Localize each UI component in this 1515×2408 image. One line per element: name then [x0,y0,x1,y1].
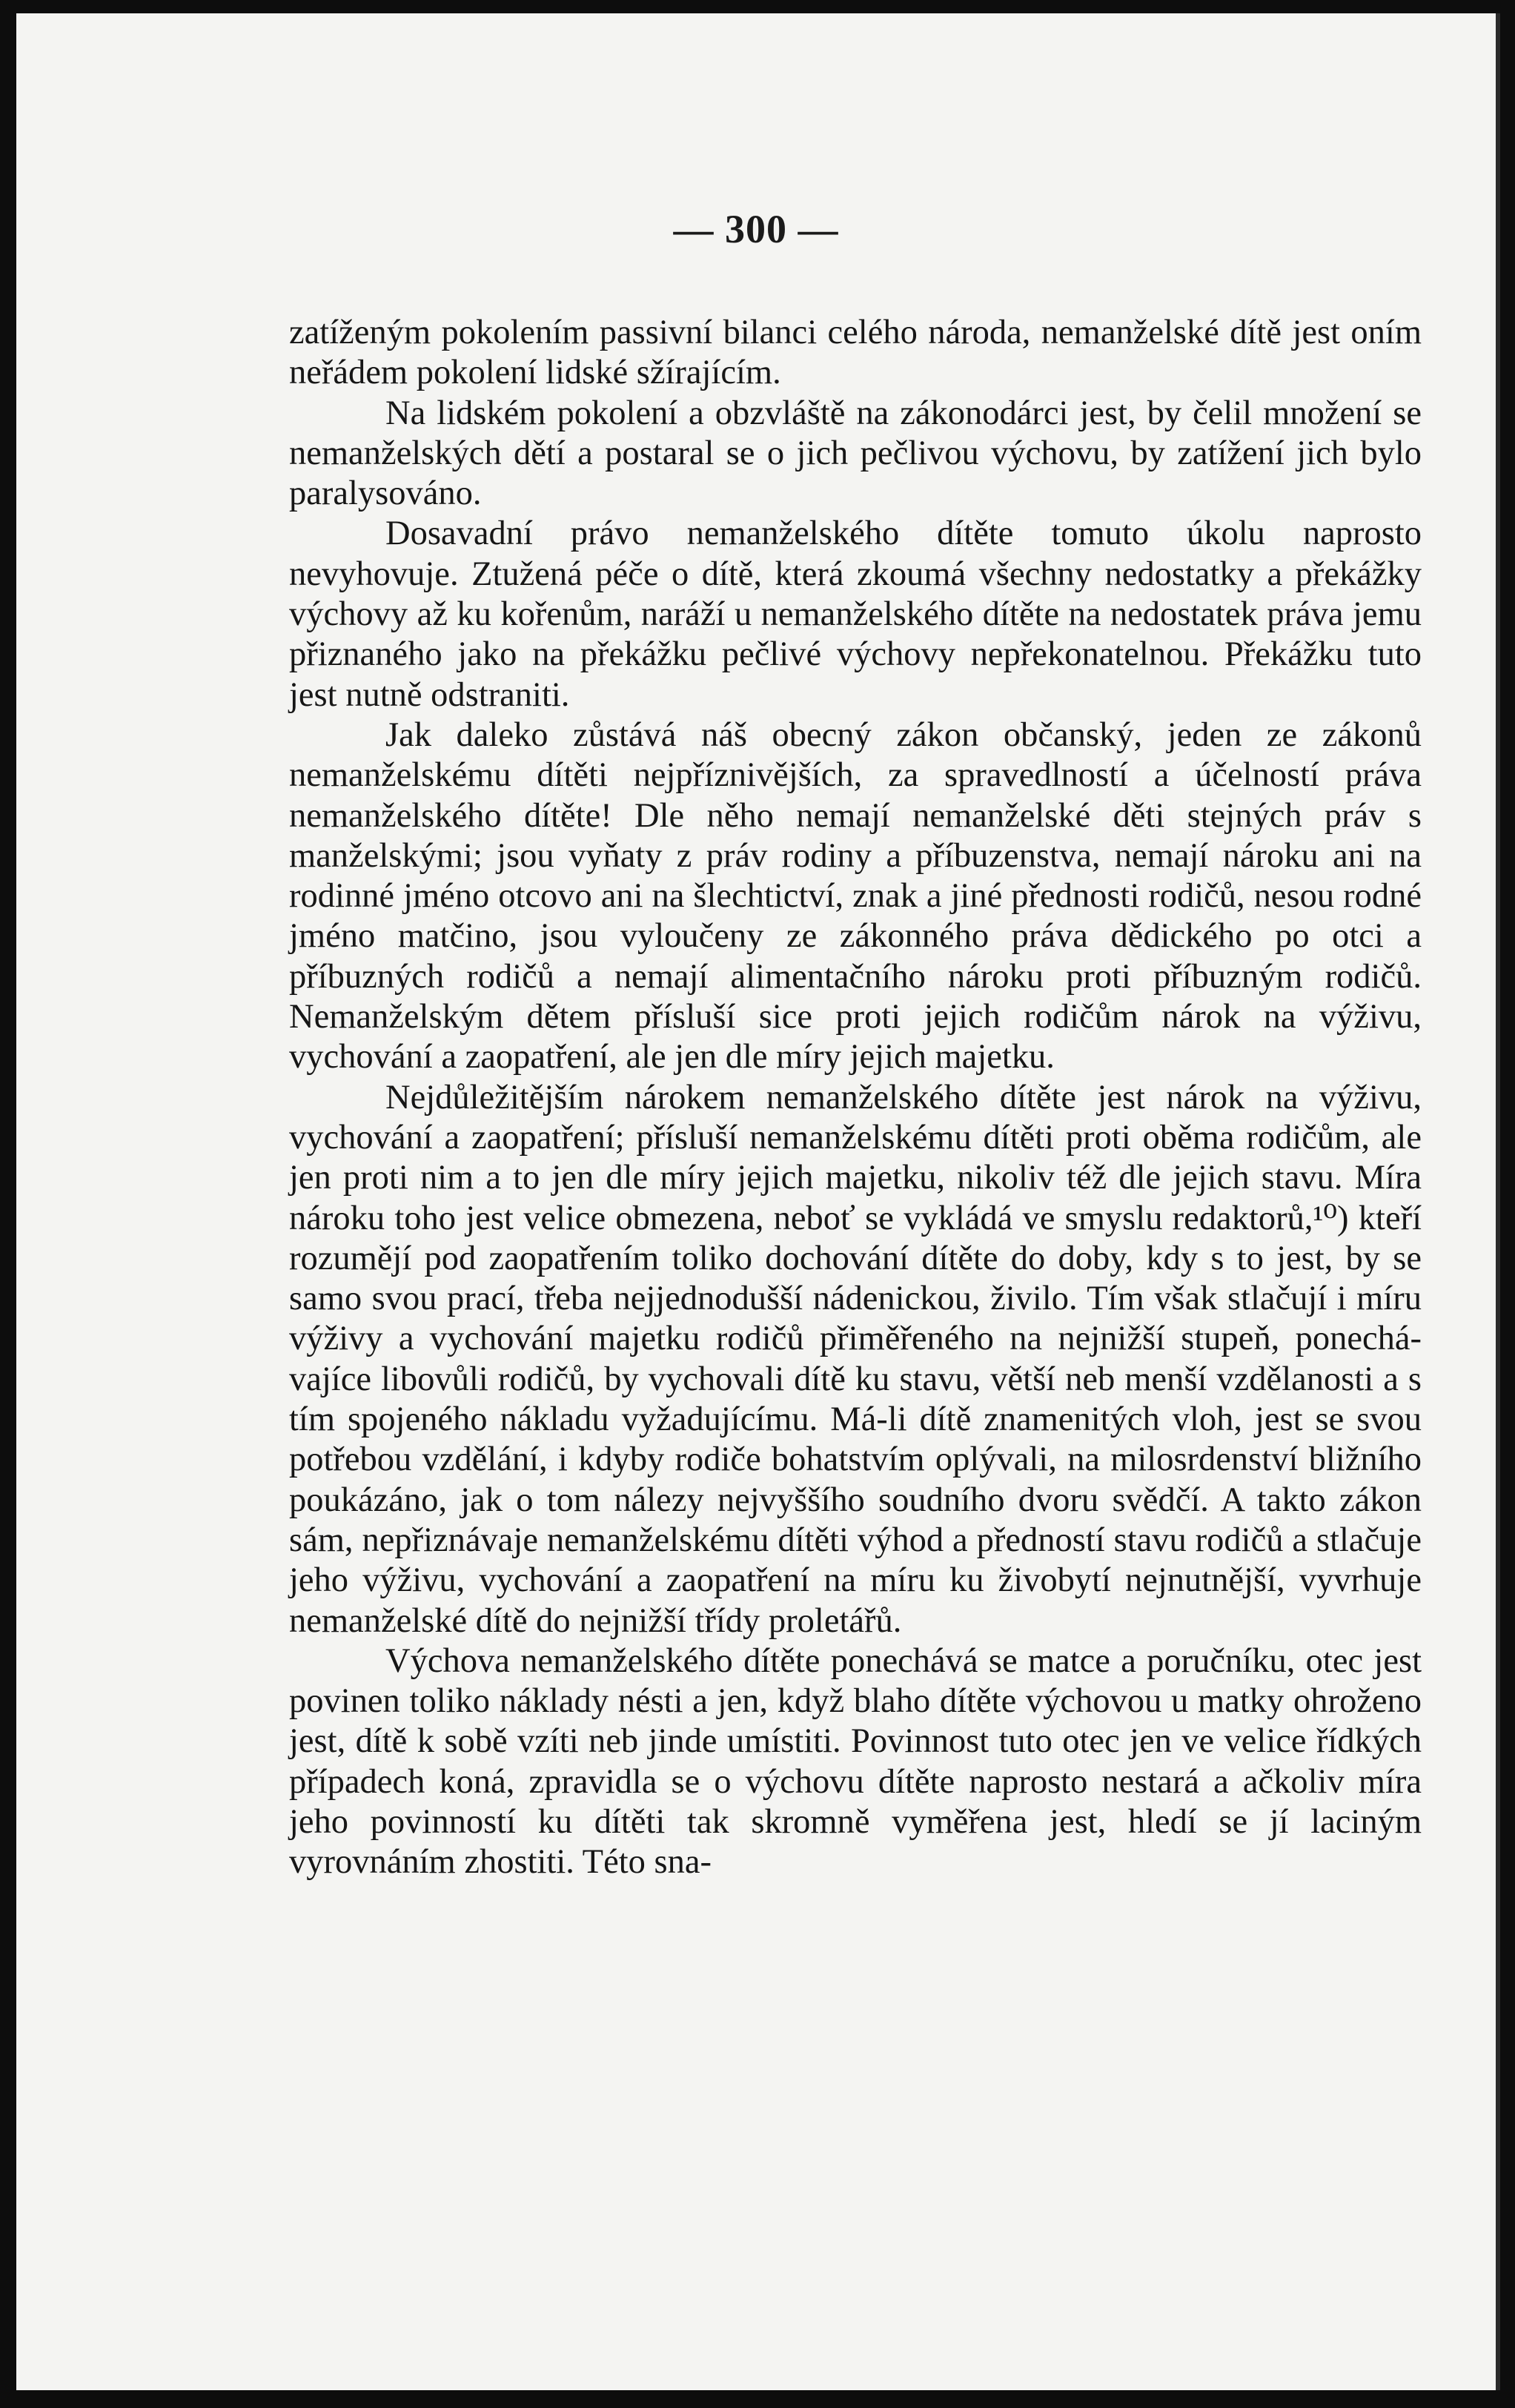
paragraph-4: Jak daleko zůstává náš obecný zákon občanský, jeden ze zákonů nemanželskému dítěti nejpříznivějších, za spravedlností a účelností práva nemanželského dítěte! Dle něho nemají nemanželské děti stejných práv s manželskými; jsou vyňaty z práv rodiny a příbuzenstva, nemají nároku ani na rodinné jméno otcovo ani na šlechtictví, znak a jiné přednosti rodičů, nesou rodné jméno matčino, jsou vyloučeny ze zákonného práva dědického po otci a příbuzných rodičů a nemají alimentačního nároku proti příbuzným rodičů. Nemanželským dětem přísluší sice proti jejich rodičům nárok na výživu, vychování a zaopatření, ale jen dle míry jejich majetku. [289,715,1422,1076]
paragraph-3: Dosavadní právo nemanželského dítěte tomuto úkolu naprosto nevyhovuje. Ztužená péče o dítě, která zkoumá všechny nedostatky a překážky výchovy až ku kořenům, naráží u nemanželského dítěte na nedostatek práva jemu přiznaného jako na překážku pečlivé výchovy nepřekonatelnou. Překážku tuto jest nutně odstraniti. [289,515,1422,714]
page-number: — 300 — [673,207,839,251]
book-page [16,13,1500,2390]
paragraph-2: Na lidském pokolení a obzvláště na zákonodárci jest, by čelil množení se nemanželských dětí a postaral se o jich pečlivou výchovu, by zatížení jich bylo paralysováno. [289,394,1422,513]
paragraph-5: Nejdůležitějším nárokem nemanželského dítěte jest nárok na výživu, vychování a zaopatření; přísluší nemanželskému dítěti proti oběma rodičům, ale jen proti nim a to jen dle míry jejich majetku, nikoliv též dle jejich stavu. Míra nároku toho jest velice obmezena, neboť se vykládá ve smyslu redaktorů,¹⁰) kteří rozumějí pod zaopatřením toliko dochování dítěte do doby, kdy s to jest, by se samo svou prací, třeba nejjednodušší nádenickou, živilo. Tím však stlačují i míru výživy a vychování majetku rodičů přiměřeného na nejnižší stupeň, ponechávajíce libovůli rodičů, by vychovali dítě ku stavu, větší neb menší vzdělanosti a s tím spojeného nákladu vyžadujícímu. Má-li dítě znamenitých vloh, jest se svou potřebou vzdělání, i kdyby rodiče bohatstvím oplývali, na milosrdenství bližního poukázáno, jak o tom nálezy nejvyššího soudního dvoru svědčí. A takto zákon sám, nepřiznávaje nemanželskému dítěti výhod a předností stavu rodičů a stlačuje jeho výživu, vychování a zaopatření na míru ku živobytí nejnutnější, vyvrhuje nemanželské dítě do nejnižší třídy proletářů. [289,1078,1422,1640]
body-text [289,313,1422,1883]
paragraph-1: zatíženým pokolením passivní bilanci celého národa, nemanželské dítě jest oním neřádem pokolení lidské sžírajícím. [289,314,1422,392]
paragraph-6: Výchova nemanželského dítěte ponechává se matce a poručníku, otec jest povinen toliko náklady nésti a jen, když blaho dítěte výchovou u matky ohroženo jest, dítě k sobě vzíti neb jinde umístiti. Povinnost tuto otec jen ve velice řídkých případech koná, zpravidla se o výchovu dítěte naprosto nestará a ačkoliv míra jeho povinností ku dítěti tak skromně vyměřena jest, hledí se jí laciným vyrovnáním zhostiti. Této sna- [289,1641,1422,1882]
